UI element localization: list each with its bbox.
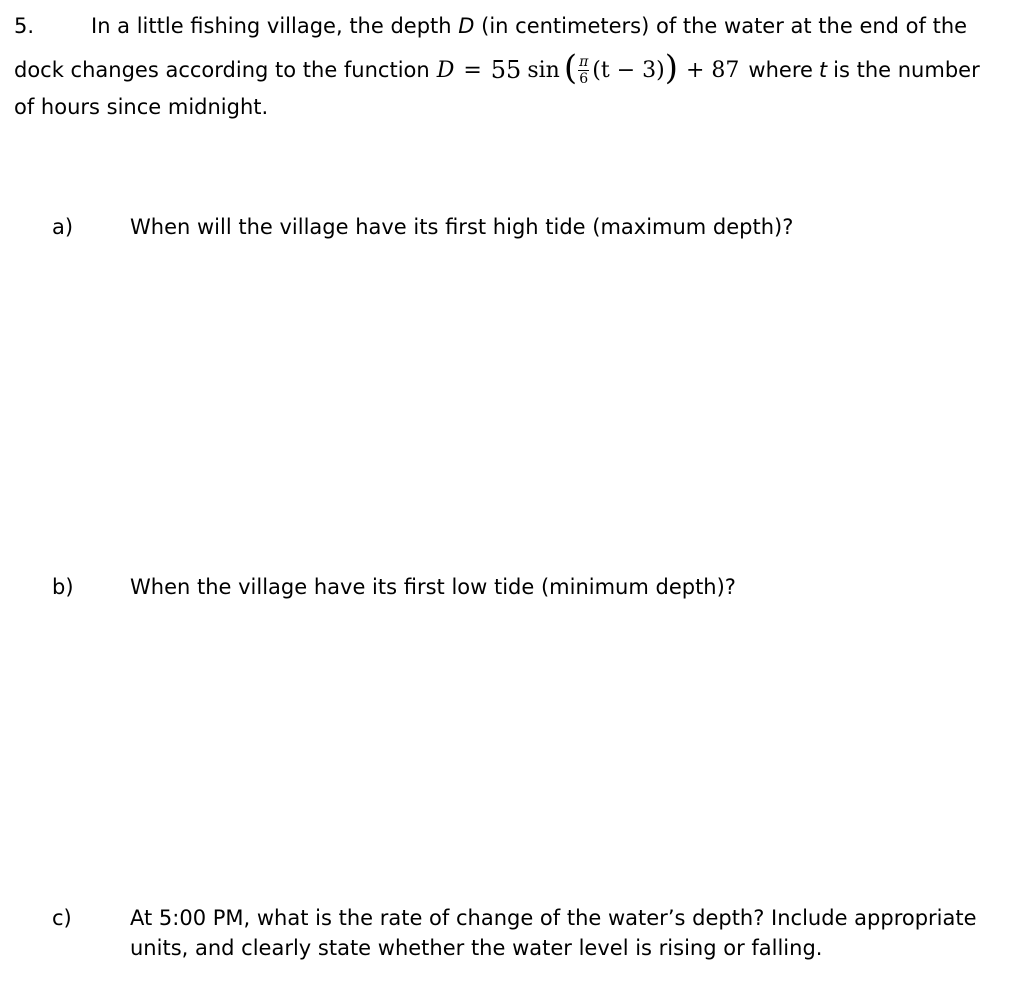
variable-t: t — [818, 58, 828, 82]
eq-lhs: D — [436, 57, 455, 83]
part-c-question-line-1: At 5:00 PM, what is the rate of change of the water’s depth? Include appropriate — [130, 906, 977, 930]
part-b-question: When the village have its first low tide (minimum depth)? — [130, 575, 736, 599]
part-a-label: a) — [52, 215, 74, 239]
eq-fraction — [578, 55, 589, 86]
problem-number: 5. — [14, 14, 35, 38]
eq-coefficient: 55 — [490, 56, 522, 84]
problem-where: where — [748, 58, 813, 82]
variable-D: D — [458, 14, 475, 38]
eq-plus-constant: + 87 — [686, 57, 740, 83]
part-b-label: b) — [52, 575, 74, 599]
problem-line1-text: In a little fishing village, the depth — [91, 14, 452, 38]
problem-line-1 — [91, 14, 967, 38]
eq-sin: sin — [527, 57, 560, 83]
eq-pi: π — [579, 53, 589, 70]
eq-equals: = — [463, 57, 482, 83]
eq-open-paren: ( — [563, 48, 578, 88]
problem-line-3: of hours since midnight. — [14, 95, 269, 119]
eq-inner: (t − 3) — [592, 57, 665, 83]
eq-six: 6 — [579, 70, 589, 87]
eq-close-paren: ) — [664, 48, 678, 88]
part-c-label: c) — [52, 906, 72, 930]
problem-line1-rest: (in centimeters) of the water at the end of the — [481, 14, 968, 38]
depth-equation — [436, 48, 740, 88]
problem-line2-start: dock changes according to the function — [14, 58, 430, 82]
part-a-question: When will the village have its first high tide (maximum depth)? — [130, 215, 794, 239]
problem-line-2 — [14, 48, 980, 88]
problem-line2-rest: is the number — [833, 58, 980, 82]
part-c-question-line-2: units, and clearly state whether the water level is rising or falling. — [130, 936, 823, 960]
